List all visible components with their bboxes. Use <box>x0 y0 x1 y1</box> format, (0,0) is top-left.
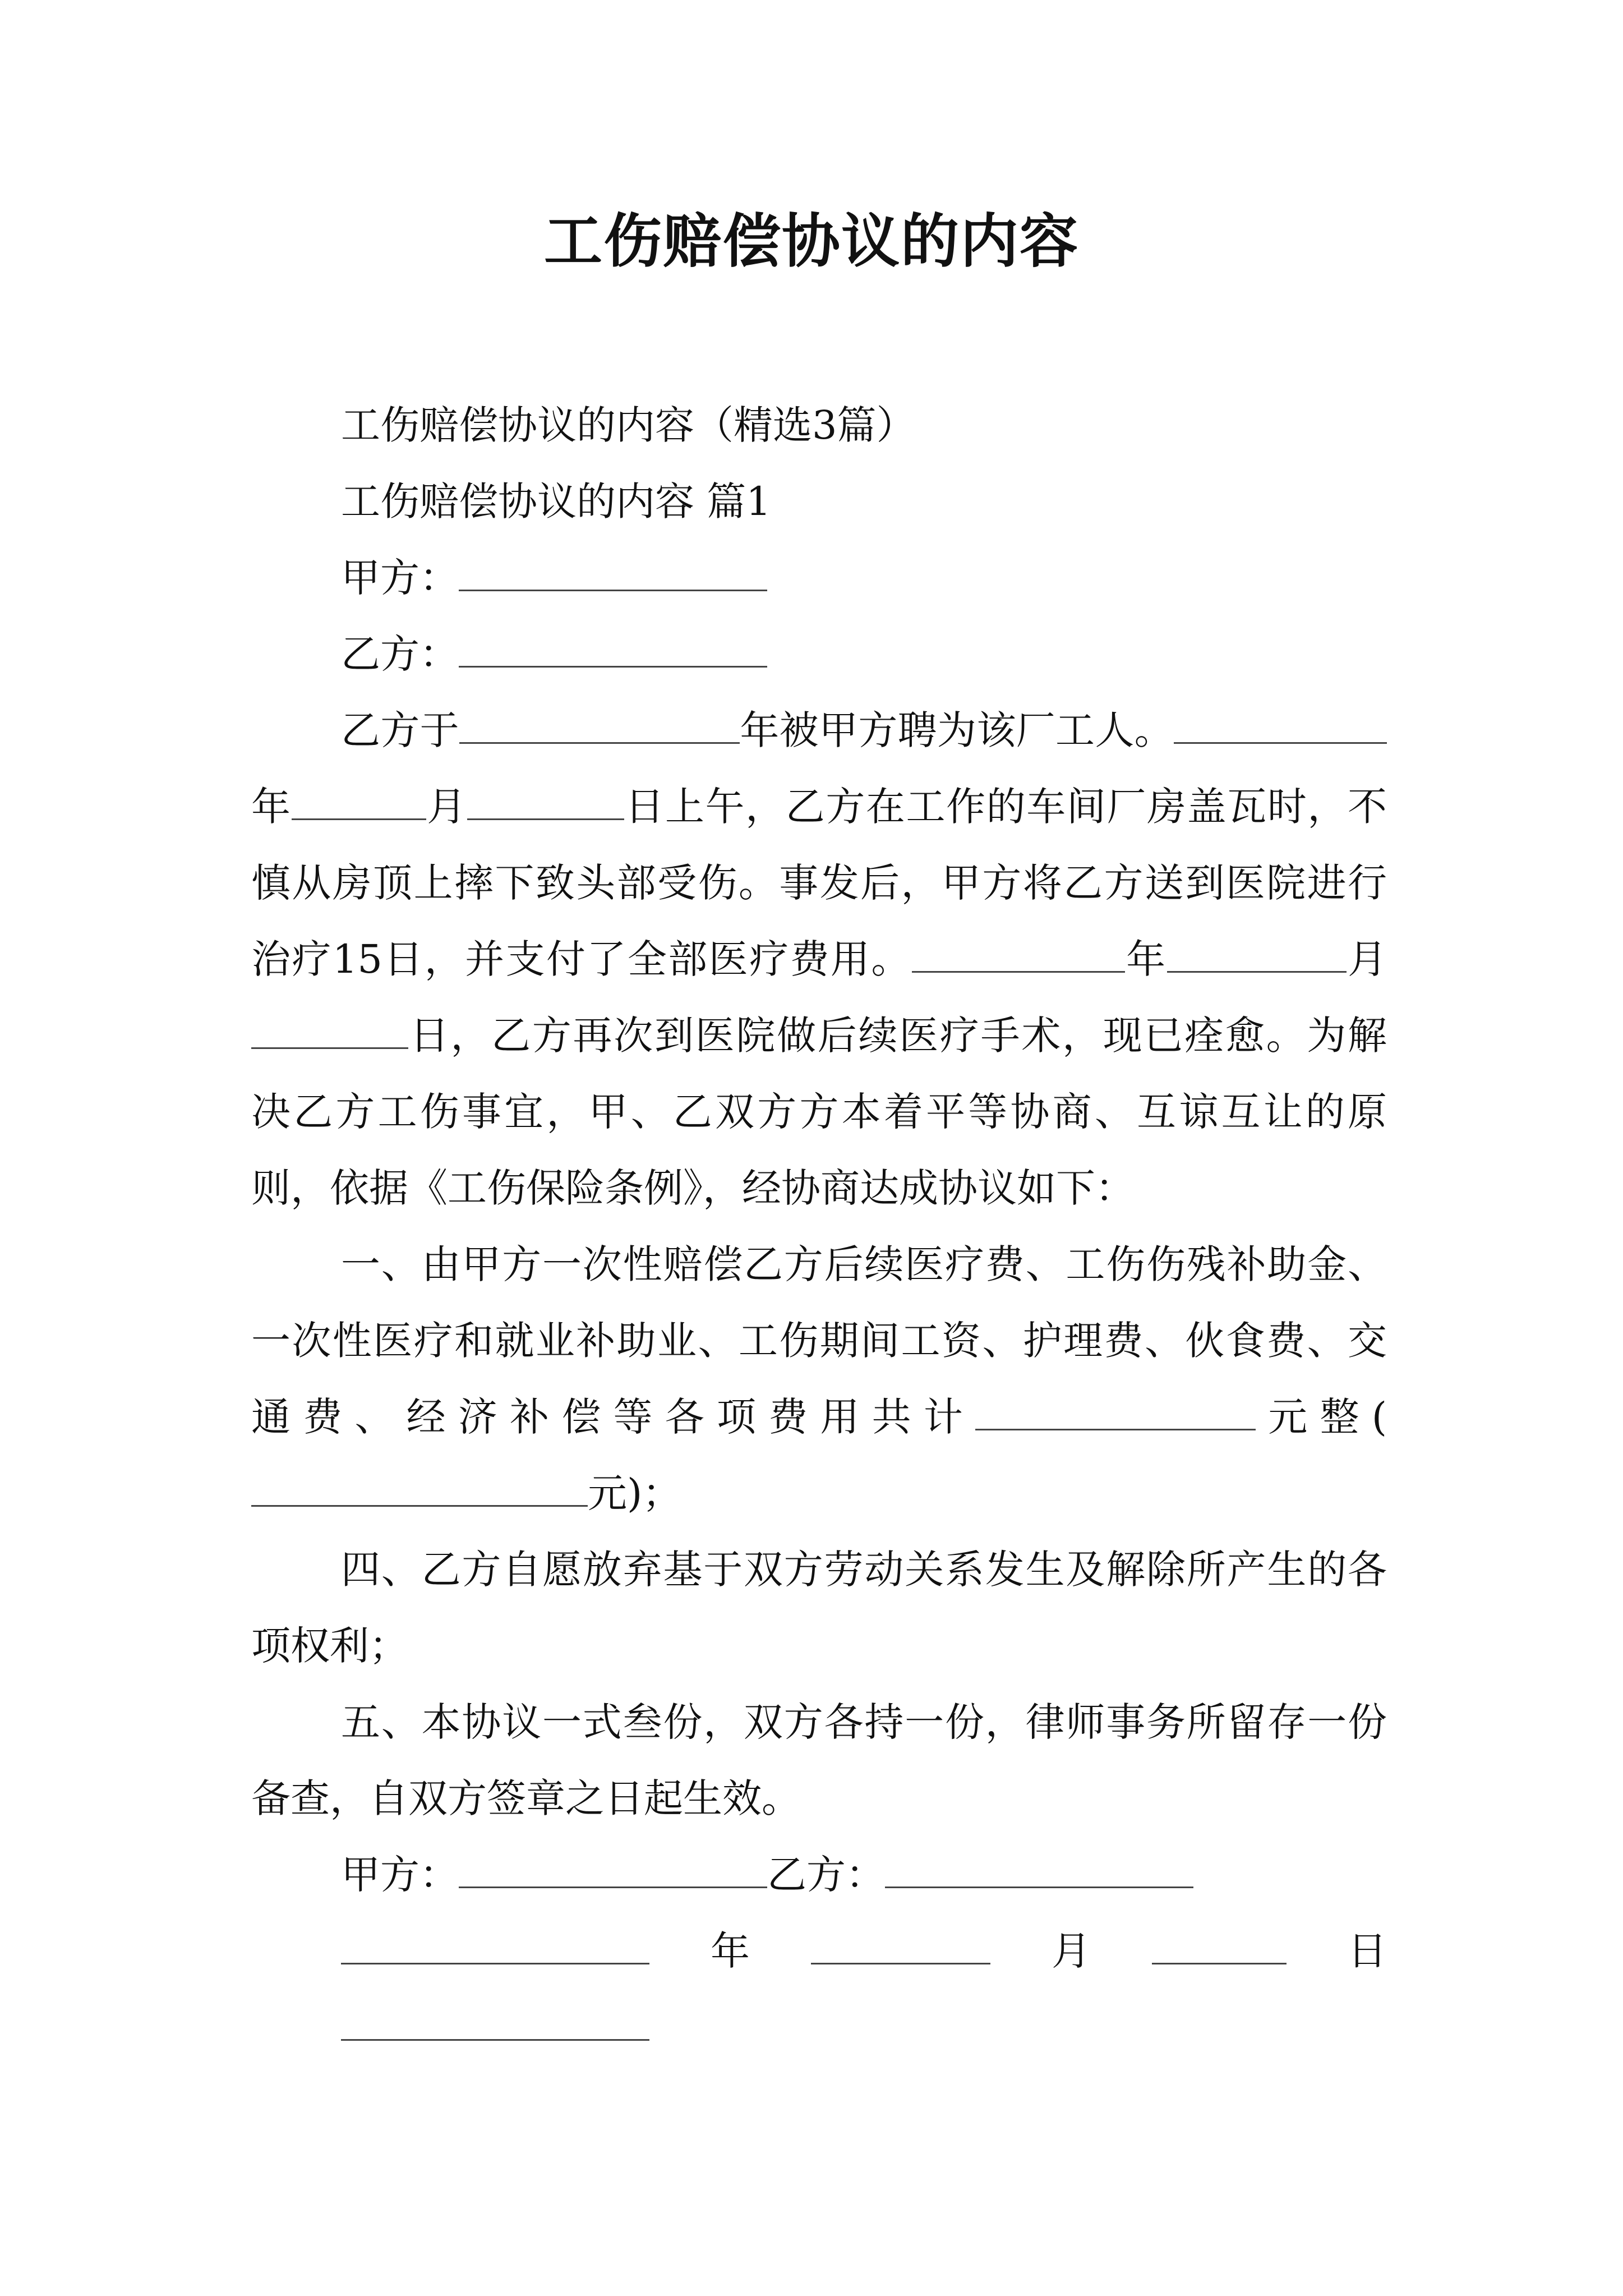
party-b-blank <box>459 634 767 668</box>
hire-year-blank <box>459 711 740 744</box>
para1-text-1: 乙方于 <box>341 707 459 753</box>
sign-year-blank <box>341 1931 649 1964</box>
clause-5 <box>251 1684 1387 1837</box>
para1-text-5: 日上午，乙方在工作的车间厂房盖瓦时，不慎从房顶上摔下致头部受伤。事发后，甲方将乙方送到医院进行治疗15日，并支付了全部医疗费用。 <box>251 784 1387 982</box>
incident-day-blank <box>467 787 624 820</box>
party-b-line <box>251 616 1387 692</box>
document-body <box>251 387 1387 2065</box>
party-b-label: 乙方： <box>341 631 459 677</box>
subtitle-text: 工伤赔偿协议的内容（精选3篇） <box>341 402 916 448</box>
signature-line <box>251 1837 1387 1913</box>
paragraph-incident <box>251 692 1387 1226</box>
sign-month-blank <box>811 1931 990 1964</box>
party-a-blank <box>459 558 767 591</box>
para1-text-8: 日，乙方再次到医院做后续医疗手术，现已痊愈。为解决乙方工伤事宜，甲、乙双方方本着平等协商、互谅互让的原则，依据《工伤保险条例》，经协商达成协议如下： <box>251 1013 1387 1211</box>
incident-month-blank <box>292 787 426 820</box>
subtitle <box>251 387 1387 463</box>
para1-text-2: 年被甲方聘为该厂工人。 <box>740 707 1174 753</box>
clause-4 <box>251 1531 1387 1684</box>
para1-text-4: 月 <box>426 784 467 830</box>
amount-in-words-blank <box>251 1474 588 1507</box>
sign-party-b-blank <box>885 1855 1193 1888</box>
clause1-text-3: 元)； <box>588 1470 682 1516</box>
surgery-month-blank <box>1167 940 1347 973</box>
para1-text-7: 月 <box>1346 936 1387 982</box>
section-heading <box>251 463 1387 540</box>
clause-1 <box>251 1226 1387 1531</box>
clause1-text-2: 元整( <box>1256 1394 1387 1440</box>
section-heading-text: 工伤赔偿协议的内容 篇1 <box>341 478 771 524</box>
clause1-text-1: 一、由甲方一次性赔偿乙方后续医疗费、工伤伤残补助金、一次性医疗和就业补助业、工伤期间工资、护理费、伙食费、交通费、经济补偿等各项费用共计 <box>251 1241 1387 1440</box>
clause5-text: 五、本协议一式叁份，双方各持一份，律师事务所留存一份备查，自双方签章之日起生效。 <box>251 1699 1387 1821</box>
party-a-label: 甲方： <box>341 555 459 601</box>
surgery-year-blank <box>912 940 1125 973</box>
sign-month-label: 月 <box>990 1928 1152 1974</box>
surgery-day-blank <box>251 1016 408 1049</box>
para1-text-3: 年 <box>251 784 292 830</box>
sign-day-blank <box>1152 1931 1287 1964</box>
clause4-text: 四、乙方自愿放弃基于双方劳动关系发生及解除所产生的各项权利； <box>251 1547 1387 1669</box>
document-title: 工伤赔偿协议的内容 <box>543 206 1079 275</box>
sign-day-label: 日 <box>1287 1928 1387 1974</box>
total-amount-blank <box>975 1397 1256 1430</box>
sign-party-a-label: 甲方： <box>341 1852 459 1898</box>
sign-party-a-blank <box>459 1855 767 1888</box>
incident-year-blank <box>1174 711 1387 744</box>
sign-party-b-label: 乙方： <box>767 1852 885 1898</box>
para1-text-6: 年 <box>1124 936 1167 982</box>
sign-trailing-blank <box>341 2008 649 2041</box>
party-a-line <box>251 540 1387 616</box>
sign-year-label: 年 <box>649 1928 811 1974</box>
date-line <box>251 1913 1387 2065</box>
